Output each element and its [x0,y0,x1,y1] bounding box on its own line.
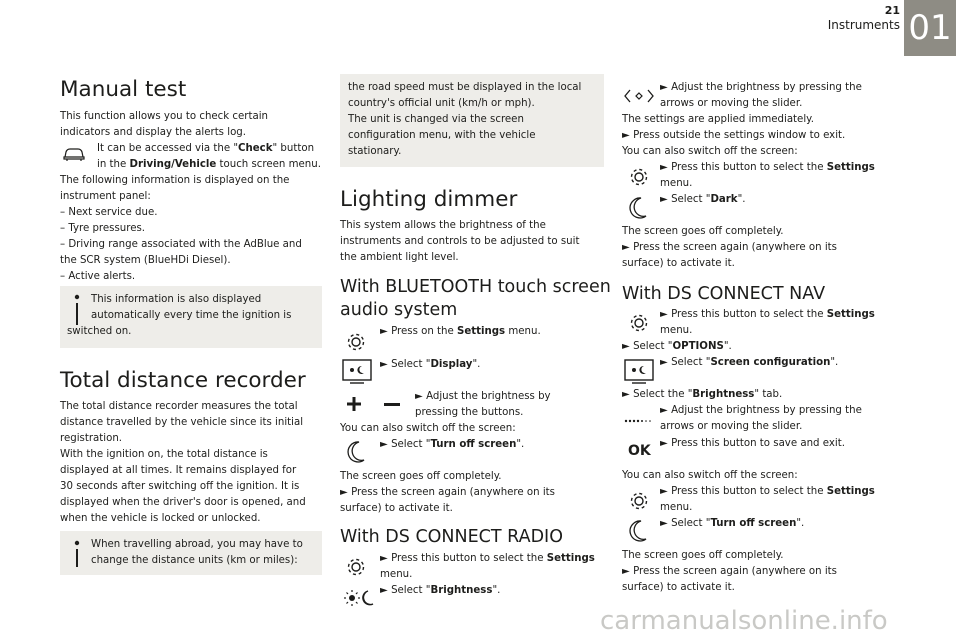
info-text: The unit is changed via the screen [348,114,524,125]
car-icon [62,146,86,162]
ok-button-icon: OK [628,443,651,459]
text-line: instruments and controls to be adjusted to suit [340,236,580,247]
text-line: menu. [380,569,413,580]
text-line: It can be accessed via the "Check" button [97,143,315,154]
step-text: ► Select "Dark". [660,194,746,205]
settings-gear-icon [628,490,650,512]
info-icon [72,294,82,326]
list-item: – Driving range associated with the AdBlue and [60,239,302,250]
step-text: ► Press this button to select the Settings [660,486,875,497]
step-text: ► Press on the Settings menu. [380,326,541,337]
text-line: when the vehicle is locked or unlocked. [60,513,261,524]
text-line: The following information is displayed on the [60,175,290,186]
step-text: ► Select "Turn off screen". [660,518,805,529]
text-line: menu. [660,178,693,189]
chapter-tab [904,0,956,56]
text-line: The screen goes off completely. [622,226,784,237]
info-icon [72,540,82,568]
arrows-slider-icon [624,88,654,104]
chapter-number: 01 [908,8,952,48]
text-line: the ambient light level. [340,252,459,263]
step-text: ► Select "OPTIONS". [622,341,732,352]
slider-icon [624,416,652,426]
text-line: You can also switch off the screen: [340,423,516,434]
text-line: indicators and display the alerts log. [60,127,247,138]
step-text: ► Press this button to select the Settings [660,309,875,320]
total-distance-heading: Total distance recorder [60,368,306,393]
step-text: pressing the buttons. [415,407,524,418]
plus-icon [346,396,362,412]
text-line: instrument panel: [60,191,151,202]
moon-icon [628,519,648,543]
section-title: Instruments [827,18,900,32]
step-text: ► Press this button to select the Settings [660,162,875,173]
step-text: ► Select the "Brightness" tab. [622,389,783,400]
text-line: This system allows the brightness of the [340,220,546,231]
text-line: The screen goes off completely. [340,471,502,482]
info-text: configuration menu, with the vehicle [348,130,536,141]
nav-heading: With DS CONNECT NAV [622,284,826,304]
page-number: 21 [884,4,900,17]
text-line: You can also switch off the screen: [622,470,798,481]
step-text: ► Press outside the settings window to exit. [622,130,846,141]
text-line: distance travelled by the vehicle since its initial [60,417,304,428]
step-text: ► Press the screen again (anywhere on its [340,487,555,498]
display-icon [342,359,372,385]
step-text: ► Adjust the brightness by pressing the [660,82,862,93]
step-text: ► Select "Screen configuration". [660,357,839,368]
text-line: 30 seconds after switching off the ignition. It is [60,481,300,492]
step-text: ► Press this button to select the Settings [380,553,595,564]
bluetooth-heading: With BLUETOOTH touch screen [340,277,611,297]
step-text: ► Press this button to save and exit. [660,438,845,449]
text-line: The total distance recorder measures the total [60,401,298,412]
text-line: in the Driving/Vehicle touch screen menu. [97,159,321,170]
text-line: surface) to activate it. [622,582,735,593]
text-line: surface) to activate it. [340,503,453,514]
step-text: ► Press the screen again (anywhere on its [622,566,837,577]
text-line: With the ignition on, the total distance is [60,449,268,460]
info-text: switched on. [67,326,132,337]
settings-gear-icon [628,166,650,188]
info-text: automatically every time the ignition is [91,310,292,321]
lighting-dimmer-heading: Lighting dimmer [340,187,518,212]
list-item: – Active alerts. [60,271,136,282]
step-text: ► Select "Display". [380,359,481,370]
step-text: ► Adjust the brightness by [415,391,551,402]
settings-gear-icon [345,556,367,578]
list-item: – Tyre pressures. [60,223,146,234]
step-text: ► Select "Brightness". [380,585,501,596]
settings-gear-icon [345,331,367,353]
text-line: You can also switch off the screen: [622,146,798,157]
text-line: This function allows you to check certain [60,111,268,122]
text-line: displayed at all times. It remains displayed for [60,465,297,476]
moon-icon [346,440,366,464]
step-text: ► Select "Turn off screen". [380,439,525,450]
info-text: country's official unit (km/h or mph). [348,98,535,109]
info-text: When travelling abroad, you may have to [91,539,303,550]
text-line: displayed when the driver's door is opened, and [60,497,306,508]
manual-test-heading: Manual test [60,77,187,102]
info-text: change the distance units (km or miles): [91,555,298,566]
brightness-icon [343,588,375,608]
info-text: the road speed must be displayed in the local [348,82,582,93]
step-text: ► Press the screen again (anywhere on its [622,242,837,253]
info-text: This information is also displayed [91,294,262,305]
watermark: carmanualsonline.info [600,606,888,636]
text-line: The settings are applied immediately. [622,114,814,125]
radio-heading: With DS CONNECT RADIO [340,527,563,547]
text-line: menu. [660,502,693,513]
text-line: registration. [60,433,123,444]
screen-configuration-icon [624,359,654,385]
step-text: arrows or moving the slider. [660,421,803,432]
text-line: The screen goes off completely. [622,550,784,561]
moon-icon [628,196,648,220]
text-line: menu. [660,325,693,336]
bluetooth-heading-line2: audio system [340,300,458,320]
minus-icon [384,403,400,407]
step-text: ► Adjust the brightness by pressing the [660,405,862,416]
text-line: the SCR system (BlueHDi Diesel). [60,255,231,266]
settings-gear-icon [628,312,650,334]
list-item: – Next service due. [60,207,158,218]
info-text: stationary. [348,146,402,157]
text-line: surface) to activate it. [622,258,735,269]
step-text: arrows or moving the slider. [660,98,803,109]
